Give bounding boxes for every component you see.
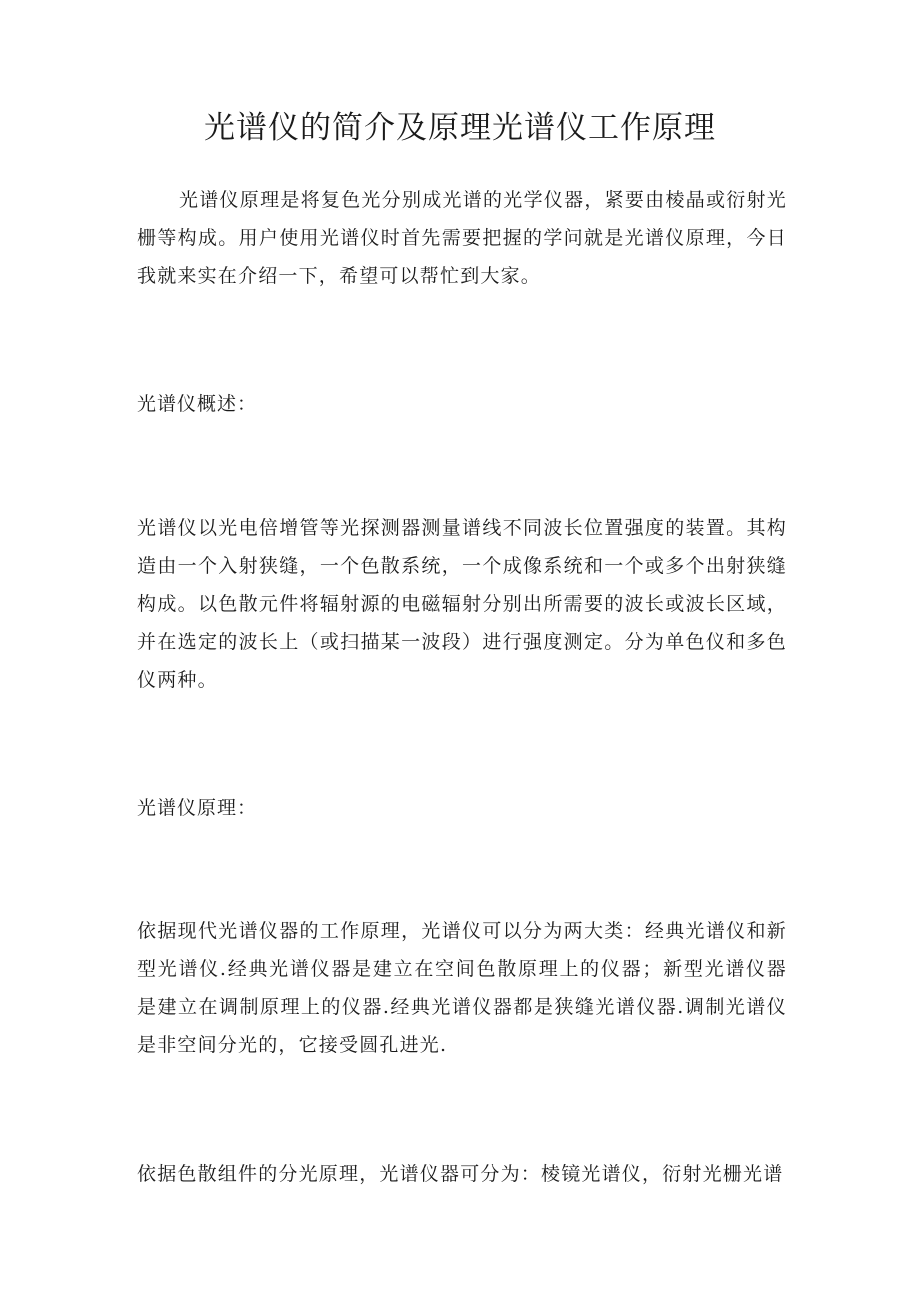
section-heading-principle: 光谱仪原理： xyxy=(137,797,258,819)
section-heading-overview: 光谱仪概述： xyxy=(137,393,258,415)
principle-paragraph-1: 依据现代光谱仪器的工作原理，光谱仪可以分为两大类：经典光谱仪和新型光谱仪.经典光谱仪器是建立在空间色散原理上的仪器；新型光谱仪器是建立在调制原理上的仪器.经典光谱仪器都是狭缝光谱仪器.调制光谱仪是非空间分光的，它接受圆孔进光. xyxy=(137,920,787,1056)
principle-paragraph-2: 依据色散组件的分光原理，光谱仪器可分为：棱镜光谱仪，衍射光栅光谱 xyxy=(137,1163,784,1185)
document-title: 光谱仪的简介及原理光谱仪工作原理 xyxy=(204,110,716,146)
intro-paragraph: 光谱仪原理是将复色光分别成光谱的光学仪器，紧要由棱晶或衍射光栅等构成。用户使用光谱仪时首先需要把握的学问就是光谱仪原理，今日我就来实在介绍一下，希望可以帮忙到大家。 xyxy=(137,189,787,287)
overview-paragraph: 光谱仪以光电倍增管等光探测器测量谱线不同波长位置强度的装置。其构造由一个入射狭缝，一个色散系统，一个成像系统和一个或多个出射狭缝构成。以色散元件将辐射源的电磁辐射分别出所需要的波长或波长区域，并在选定的波长上（或扫描某一波段）进行强度测定。分为单色仪和多色仪两种。 xyxy=(137,517,787,691)
